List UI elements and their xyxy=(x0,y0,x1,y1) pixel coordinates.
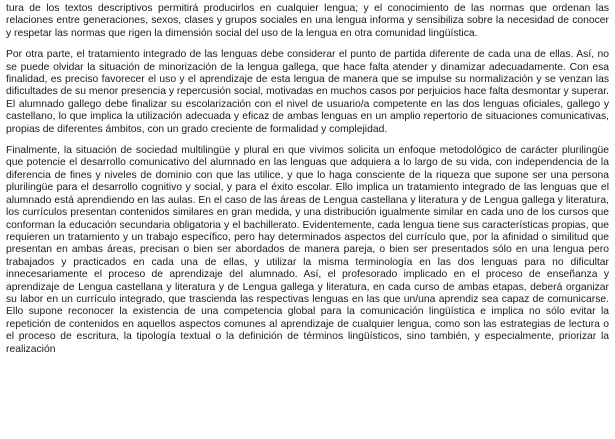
paragraph-1: tura de los textos descriptivos permitirá producirlos en cualquier lengua; y el conocimiento de las normas que ordenan las relaciones entre generaciones, sexos, clases y grupos sociales en una lengua informa y sensibiliza sobre la necesidad de conocer y respetar las normas que rigen la dimensión social del uso de la lengua en otra comunidad lingüística. xyxy=(6,3,609,39)
document-page xyxy=(6,3,609,356)
paragraph-2: Por otra parte, el tratamiento integrado de las lenguas debe considerar el punto de partida diferente de cada una de ellas. Así, no se puede olvidar la situación de minorización de la lengua gallega, que hace falta atender y dinamizar adecuadamente. Con esa finalidad, es preciso favorecer el uso y el aprendizaje de esta lengua de manera que se impulse su normalización y se venzan las dificultades de su menor presencia y repercusión social, motivadas en muchos casos por perjuicios hace falta desmontar y superar. El alumnado gallego debe finalizar su escolarización con el nivel de usuario/a competente en las dos lenguas oficiales, gallego y castellano, lo que implica la utilización adecuada y eficaz de ambas lenguas en un amplio repertorio de situaciones comunicativas, propias de diferentes ámbitos, con un grado creciente de formalidad y complejidad. xyxy=(6,49,609,135)
paragraph-3: Finalmente, la situación de sociedad multilingüe y plural en que vivimos solicita un enfoque metodológico de carácter plurilingüe que potencie el desarrollo comunicativo del alumnado en las lenguas que adquiera a lo largo de su vida, con independencia de la diferencia de fines y niveles de dominio con que las utilice, y que lo haga consciente de la riqueza que supone ser una persona plurilingüe para el desarrollo cognitivo y social, y para el éxito escolar. Ello implica un tratamiento integrado de las lenguas que el alumnado está aprendiendo en las aulas. En el caso de las áreas de Lengua castellana y literatura y de Lengua gallega y literatura, los currículos presentan contenidos similares en gran medida, y una distribución igualmente similar en cada uno de los cursos que conforman la educación secundaria obligatoria y el bachillerato. Evidentemente, cada lengua tiene sus características propias, que requieren un tratamiento y un trabajo específico, pero hay determinados aspectos del currículo que, por la afinidad o similitud que presentan en ambas áreas, precisan o bien ser abordados de manera pareja, o bien ser presentados sólo en una lengua pero trabajados y practicados en cada una de ellas, y utilizar la misma terminología en las dos lenguas para no dificultar innecesariamente el proceso de aprendizaje del alumnado. Así, el profesorado implicado en el proceso de enseñanza y aprendizaje de Lengua castellana y literatura y de Lengua gallega y literatura, en cada curso de ambas etapas, deberá organizar su labor en un currículo integrado, que trascienda las respectivas lenguas en las que un/una aprendiz sea capaz de comunicarse. Ello supone reconocer la existencia de una competencia global para la comunicación lingüística e implica no sólo evitar la repetición de contenidos en aquellos aspectos comunes al aprendizaje de cualquier lengua, como son las estrategias de lectura o el proceso de escritura, la tipología textual o la definición de términos lingüísticos, sino también, y especialmente, priorizar la realización xyxy=(6,145,609,355)
